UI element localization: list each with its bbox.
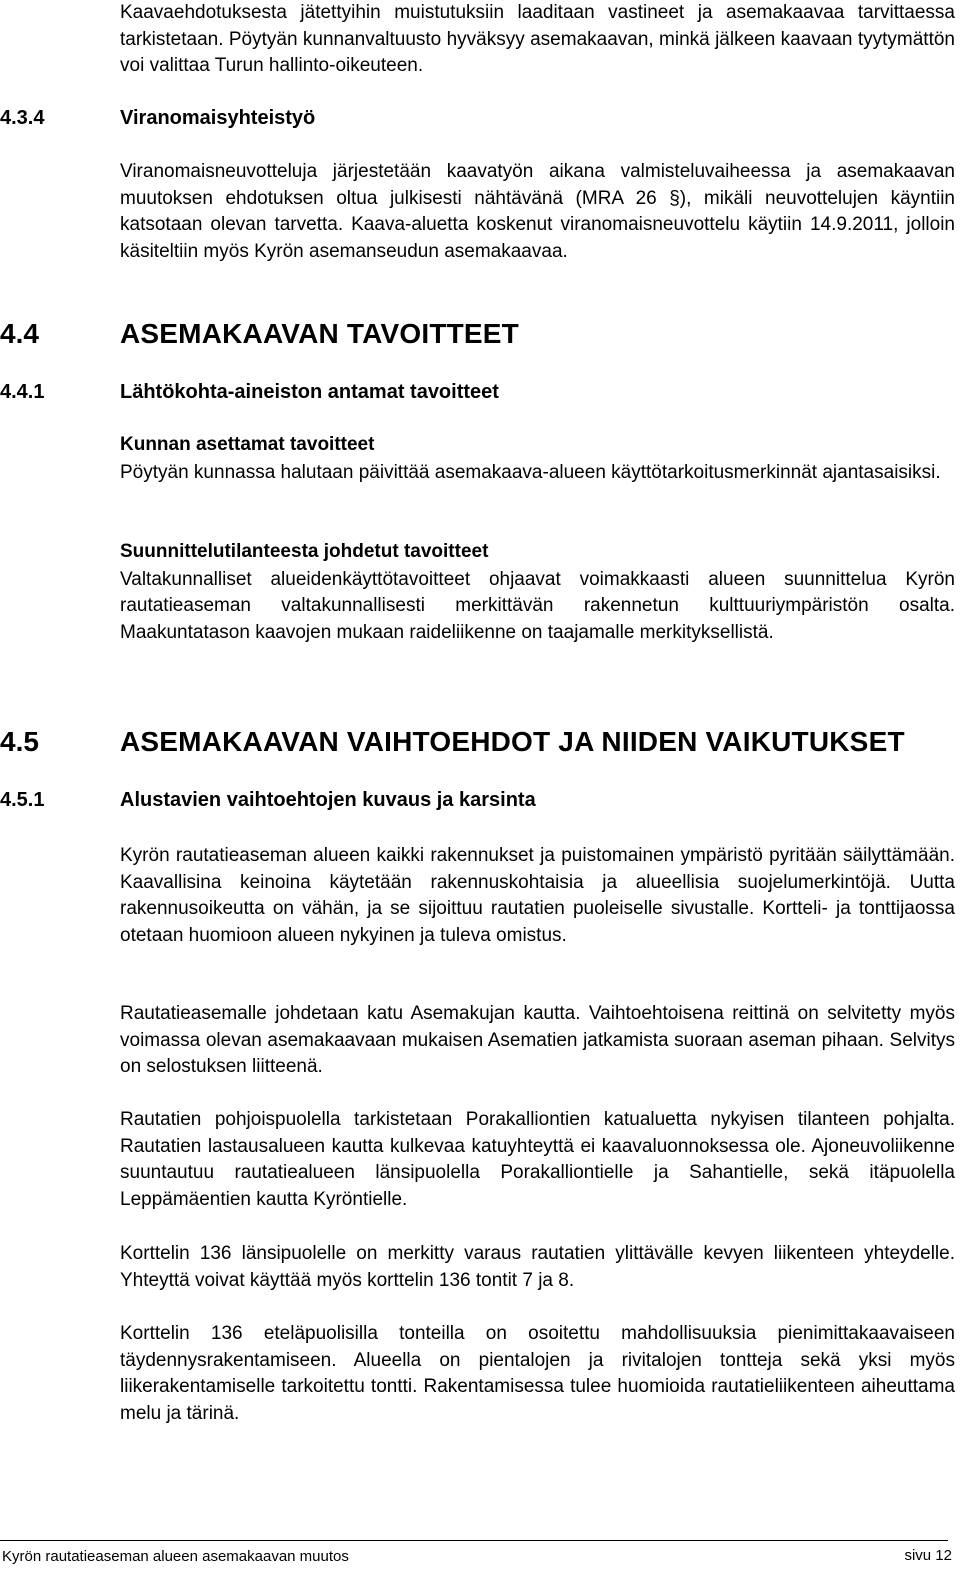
section-4-4-1-title: Lähtökohta-aineiston antamat tavoitteet <box>120 381 499 403</box>
planning-goals-paragraph: Valtakunnalliset alueidenkäyttötavoitteet ohjaavat voimakkaasti alueen suunnittelua Kyrön rautatieaseman valtakunnallisesti merkittävän rakennetun kulttuuriympäristön osalta. Maakuntatason kaavojen mukaan raideliikenne on taajamalle merkityksellistä. <box>120 568 955 643</box>
section-4-4-1-body-2 <box>120 539 955 646</box>
paragraph-street-access: Rautatieasemalle johdetaan katu Asemakujan kautta. Vaihtoehtoisena reittinä on selvitetty myös voimassa olevan asemakaavaan mukaisen Asematien jatkamista suoraan aseman pihaan. Selvitys on selostuksen liitteenä. <box>120 1003 955 1077</box>
section-4-5-1-title: Alustavien vaihtoehtojen kuvaus ja karsinta <box>120 789 536 811</box>
intro-block <box>120 0 955 80</box>
section-4-4-1-number: 4.4.1 <box>0 381 45 403</box>
section-4-5-1-paragraph-2-block <box>120 1001 955 1081</box>
section-4-4-title: ASEMAKAAVAN TAVOITTEET <box>120 318 519 349</box>
footer-divider <box>0 1540 948 1541</box>
paragraph-buildings-preservation: Kyrön rautatieaseman alueen kaikki rakennukset ja puistomainen ympäristö pyritään säilyttämään. Kaavallisina keinoina käytetään rakennuskohtaisia ja alueellisia suojelumerkintöjä. Uutta rakennusoikeutta on vähän, ja se sijoittuu rautatien puoleiselle sivustalle. Kortteli- ja tonttijaossa otetaan huomioon alueen nykyinen ja tuleva omistus. <box>120 845 955 946</box>
section-4-5-1-paragraph-3-block <box>120 1107 955 1213</box>
municipal-goals-paragraph: Pöytyän kunnassa halutaan päivittää asemakaava-alueen käyttötarkoitusmerkinnät ajantasaisiksi. <box>120 461 941 483</box>
section-4-3-4-number: 4.3.4 <box>0 107 45 129</box>
section-4-4-1-body-1 <box>120 432 955 486</box>
footer-page-number: sivu 12 <box>904 1547 952 1564</box>
section-4-5-title: ASEMAKAAVAN VAIHTOEHDOT JA NIIDEN VAIKUTUKSET <box>120 726 905 757</box>
section-4-3-4-body <box>120 159 955 265</box>
section-4-3-4-title: Viranomaisyhteistyö <box>120 107 316 129</box>
subheading-planning-goals: Suunnittelutilanteesta johdetut tavoitteet <box>120 541 489 562</box>
paragraph-light-traffic-link: Korttelin 136 länsipuolelle on merkitty varaus rautatien ylittävälle kevyen liikenteen yhteydelle. Yhteyttä voivat käyttää myös korttelin 136 tontit 7 ja 8. <box>120 1243 955 1291</box>
section-4-5-1-paragraph-1-block <box>120 843 955 949</box>
footer-document-title: Kyrön rautatieaseman alueen asemakaavan muutos <box>2 1548 349 1565</box>
section-4-5-1-number: 4.5.1 <box>0 789 45 811</box>
section-4-5-1-paragraph-4-block <box>120 1241 955 1294</box>
subheading-municipal-goals: Kunnan asettamat tavoitteet <box>120 434 375 455</box>
paragraph-north-side-streets: Rautatien pohjoispuolella tarkistetaan Porakalliontien katualuetta nykyisen tilanteen pohjalta. Rautatien lastausalueen kautta kulkevaa katuyhteyttä ei kaavaluonnoksessa ole. Ajoneuvoliikenne suuntautuu rautatiealueen länsipuolella Porakalliontielle ja Sahantielle, sekä itäpuolella Leppämäentien kautta Kyröntielle. <box>120 1109 955 1210</box>
section-4-5-number: 4.5 <box>0 726 39 757</box>
section-4-5-1-paragraph-5-block <box>120 1321 955 1427</box>
section-4-3-4-paragraph: Viranomaisneuvotteluja järjestetään kaavatyön aikana valmisteluvaiheessa ja asemakaavan muutoksen ehdotuksen oltua julkisesti nähtävänä (MRA 26 §), mikäli neuvottelujen käyntiin katsotaan olevan tarvetta. Kaava-aluetta koskenut viranomaisneuvottelu käytiin 14.9.2011, jolloin käsiteltiin myös Kyrön asemanseudun asemakaavaa. <box>120 161 955 262</box>
intro-paragraph: Kaavaehdotuksesta jätettyihin muistutuksiin laaditaan vastineet ja asemakaavaa tarvittaessa tarkistetaan. Pöytyän kunnanvaltuusto hyväksyy asemakaavan, minkä jälkeen kaavaan tyytymättön voi valittaa Turun hallinto-oikeuteen. <box>120 2 955 76</box>
section-4-4-number: 4.4 <box>0 318 39 349</box>
paragraph-infill-construction: Korttelin 136 eteläpuolisilla tonteilla on osoitettu mahdollisuuksia pienimittakaavaiseen täydennysrakentamiseen. Alueella on pientalojen ja rivitalojen tontteja sekä yksi myös liikerakentamiselle tarkoitettu tontti. Rakentamisessa tulee huomioida rautatieliikenteen aiheuttama melu ja tärinä. <box>120 1323 955 1424</box>
